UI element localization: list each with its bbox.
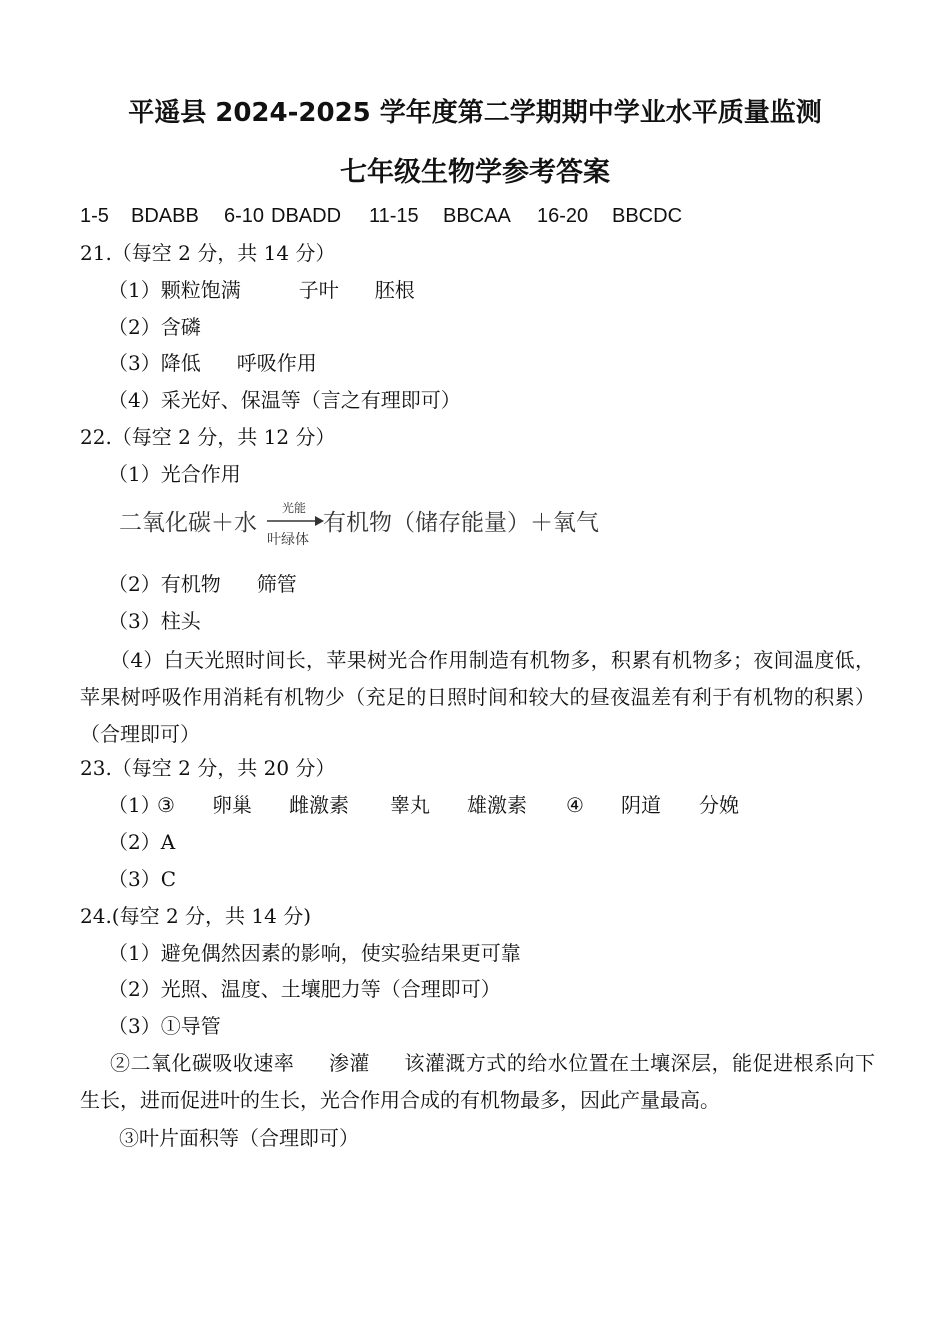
q23-part1-item: 睾丸 — [390, 793, 430, 817]
q22-part2 — [108, 571, 297, 597]
q23-part1-item: 分娩 — [699, 793, 739, 817]
q21-part1-label: （1） — [108, 278, 161, 302]
q22-part3: （3）柱头 — [108, 609, 201, 633]
q21-part1-answer-a: 颗粒饱满 — [160, 278, 241, 302]
q23-part1-item: ③ — [157, 793, 175, 817]
document-subtitle: 七年级生物学参考答案 — [340, 157, 610, 188]
choice-range-3: 11-15 — [369, 205, 419, 227]
q22-part4: （4）白天光照时间长，苹果树光合作用制造有机物多，积累有机物多；夜间温度低，苹果树呼吸作用消耗有机物少（充足的日照时间和较大的昼夜温差有利于有机物的积累）（合理即可） — [80, 648, 875, 746]
q24-part2: （2）光照、温度、土壤肥力等（合理即可） — [108, 977, 501, 1001]
choice-answers-row — [0, 203, 950, 229]
q23-heading: 23.（每空 2 分，共 20 分） — [80, 756, 336, 780]
q22-part2-label: （2） — [108, 572, 161, 596]
q21-part3-answer-b: 呼吸作用 — [236, 351, 317, 375]
choice-answers-4: BBCDC — [612, 205, 683, 227]
equation-products: 有机物（储存能量）＋氧气 — [323, 510, 599, 536]
q21-part1 — [108, 277, 415, 303]
q21-heading: 21.（每空 2 分，共 14 分） — [80, 241, 336, 265]
q24-part3-sub2 — [80, 1045, 875, 1119]
q23-part1-item: ④ — [566, 793, 584, 817]
q24-part3-sub2-c: 该灌溉方式的给水位置在土壤深层，能促进根系向下生长，进而促进叶的生长，光合作用合成的有机物最多，因此产量最高。 — [80, 1051, 876, 1112]
q24-part3-sub3: ③叶片面积等（合理即可） — [119, 1126, 359, 1150]
q21-part3 — [108, 350, 317, 376]
q24-part3-sub2-a: ②二氧化碳吸收速率 — [110, 1051, 295, 1075]
choice-range-2: 6-10 — [224, 205, 265, 227]
q21-part3-label: （3） — [108, 351, 161, 375]
q24-part3: （3）①导管 — [108, 1014, 221, 1038]
q23-part1-item: 卵巢 — [212, 793, 252, 817]
q24-part1: （1）避免偶然因素的影响，使实验结果更可靠 — [108, 941, 521, 965]
q24-part3-sub2-b: 渗灌 — [328, 1051, 370, 1075]
q21-part1-answer-c: 胚根 — [374, 278, 415, 302]
choice-range-1: 1-5 — [80, 205, 109, 227]
document-title: 平遥县 2024-2025 学年度第二学期期中学业水平质量监测 — [128, 98, 822, 128]
choice-answers-2: DBADD — [271, 205, 342, 227]
q21-part4: （4）采光好、保温等（言之有理即可） — [108, 388, 461, 412]
q23-part1 — [0, 792, 950, 818]
q23-part1-label: （1） — [108, 793, 161, 817]
equation-reactants: 二氧化碳＋水 — [119, 510, 257, 536]
choice-range-4: 16-20 — [537, 205, 589, 227]
q23-part1-item: 雌激素 — [289, 793, 349, 817]
q21-part2: （2）含磷 — [108, 315, 201, 339]
q23-part1-item: 阴道 — [621, 793, 661, 817]
q21-part3-answer-a: 降低 — [160, 351, 201, 375]
choice-answers-1: BDABB — [131, 205, 199, 227]
q23-part1-item: 雄激素 — [467, 793, 527, 817]
q22-part2-answer-a: 有机物 — [160, 572, 221, 596]
q22-heading: 22.（每空 2 分，共 12 分） — [80, 425, 336, 449]
q21-part1-answer-b: 子叶 — [298, 278, 339, 302]
q22-part2-answer-b: 筛管 — [256, 572, 297, 596]
equation-condition-top: 光能 — [282, 501, 307, 515]
q22-part1: （1）光合作用 — [108, 462, 241, 486]
q24-heading: 24.(每空 2 分，共 14 分) — [80, 904, 312, 928]
q23-part3: （3）C — [108, 867, 177, 891]
equation-condition-bottom: 叶绿体 — [267, 532, 309, 548]
choice-answers-3: BBCAA — [443, 205, 511, 227]
q23-part2: （2）A — [108, 830, 176, 854]
photosynthesis-equation — [119, 500, 609, 548]
